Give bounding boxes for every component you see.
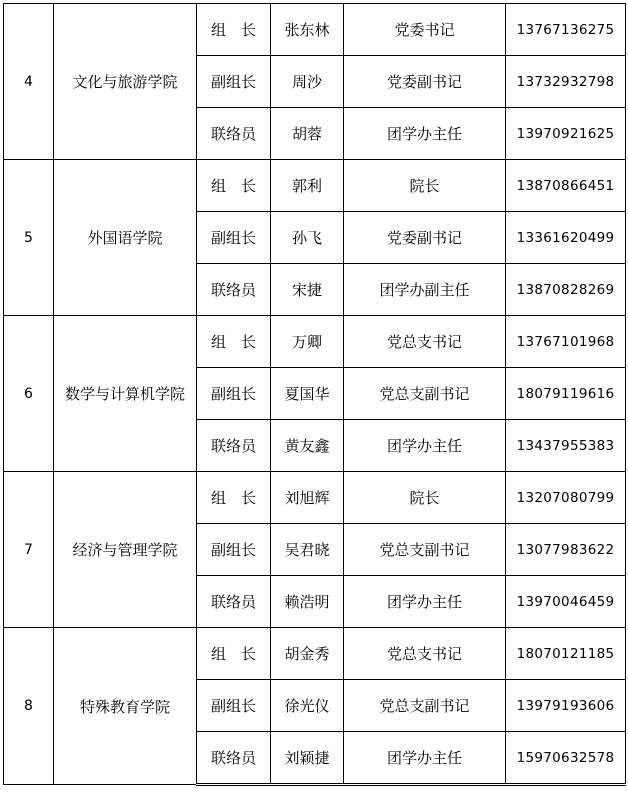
phone-cell: 13970046459 — [506, 576, 626, 628]
table-row — [4, 160, 626, 212]
group-number-cell: 6 — [4, 316, 54, 472]
title-cell: 党委书记 — [344, 4, 506, 56]
name-cell: 张东林 — [271, 4, 344, 56]
name-cell: 徐光仪 — [271, 680, 344, 732]
role-cell: 联络员 — [197, 576, 271, 628]
name-cell: 吴君晓 — [271, 524, 344, 576]
phone-cell: 15970632578 — [506, 732, 626, 785]
phone-cell: 13077983622 — [506, 524, 626, 576]
title-cell: 党总支副书记 — [344, 524, 506, 576]
phone-cell: 13732932798 — [506, 56, 626, 108]
title-cell: 团学办主任 — [344, 108, 506, 160]
college-name-cell: 数学与计算机学院 — [54, 316, 197, 472]
role-cell: 联络员 — [197, 732, 271, 785]
name-cell: 黄友鑫 — [271, 420, 344, 472]
role-cell: 副组长 — [197, 212, 271, 264]
phone-cell: 13437955383 — [506, 420, 626, 472]
role-cell: 联络员 — [197, 264, 271, 316]
role-cell: 组 长 — [197, 628, 271, 680]
college-name-cell: 文化与旅游学院 — [54, 4, 197, 160]
role-cell: 组 长 — [197, 316, 271, 368]
title-cell: 党总支副书记 — [344, 680, 506, 732]
name-cell: 周沙 — [271, 56, 344, 108]
role-cell: 副组长 — [197, 368, 271, 420]
college-name-cell: 特殊教育学院 — [54, 628, 197, 785]
group-number-cell: 8 — [4, 628, 54, 785]
title-cell: 团学办主任 — [344, 576, 506, 628]
title-cell: 团学办主任 — [344, 420, 506, 472]
title-cell: 团学办主任 — [344, 732, 506, 785]
name-cell: 孙飞 — [271, 212, 344, 264]
name-cell: 刘旭辉 — [271, 472, 344, 524]
table-row — [4, 472, 626, 524]
title-cell: 党委副书记 — [344, 56, 506, 108]
phone-cell: 13970921625 — [506, 108, 626, 160]
title-cell: 党委副书记 — [344, 212, 506, 264]
title-cell: 团学办副主任 — [344, 264, 506, 316]
name-cell: 赖浩明 — [271, 576, 344, 628]
table-body — [4, 4, 626, 785]
phone-cell: 13870866451 — [506, 160, 626, 212]
name-cell: 万卿 — [271, 316, 344, 368]
title-cell: 党总支书记 — [344, 316, 506, 368]
group-number-cell: 4 — [4, 4, 54, 160]
title-cell: 党总支书记 — [344, 628, 506, 680]
role-cell: 组 长 — [197, 4, 271, 56]
name-cell: 刘颖捷 — [271, 732, 344, 785]
name-cell: 夏国华 — [271, 368, 344, 420]
role-cell: 组 长 — [197, 472, 271, 524]
phone-cell: 13767101968 — [506, 316, 626, 368]
phone-cell: 18079119616 — [506, 368, 626, 420]
role-cell: 组 长 — [197, 160, 271, 212]
phone-cell: 13361620499 — [506, 212, 626, 264]
name-cell: 宋捷 — [271, 264, 344, 316]
group-number-cell: 7 — [4, 472, 54, 628]
phone-cell: 13767136275 — [506, 4, 626, 56]
table-row — [4, 628, 626, 680]
title-cell: 院长 — [344, 160, 506, 212]
name-cell: 胡金秀 — [271, 628, 344, 680]
phone-cell: 13979193606 — [506, 680, 626, 732]
contact-table — [3, 3, 626, 786]
title-cell: 院长 — [344, 472, 506, 524]
name-cell: 郭利 — [271, 160, 344, 212]
role-cell: 联络员 — [197, 108, 271, 160]
college-name-cell: 经济与管理学院 — [54, 472, 197, 628]
title-cell: 党总支副书记 — [344, 368, 506, 420]
role-cell: 副组长 — [197, 56, 271, 108]
group-number-cell: 5 — [4, 160, 54, 316]
college-name-cell: 外国语学院 — [54, 160, 197, 316]
phone-cell: 18070121185 — [506, 628, 626, 680]
table-row — [4, 4, 626, 56]
phone-cell: 13870828269 — [506, 264, 626, 316]
name-cell: 胡蓉 — [271, 108, 344, 160]
role-cell: 联络员 — [197, 420, 271, 472]
role-cell: 副组长 — [197, 524, 271, 576]
role-cell: 副组长 — [197, 680, 271, 732]
phone-cell: 13207080799 — [506, 472, 626, 524]
table-row — [4, 316, 626, 368]
